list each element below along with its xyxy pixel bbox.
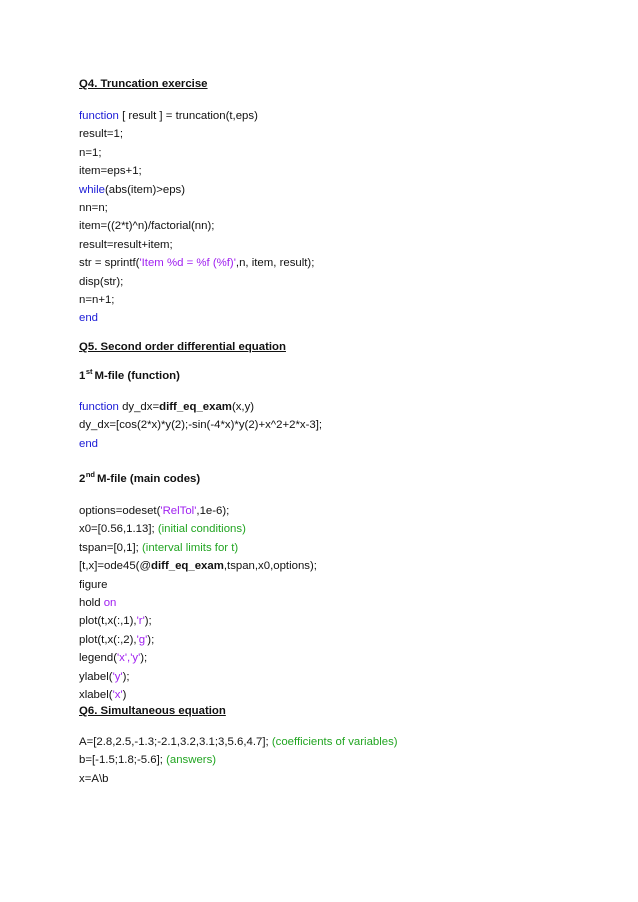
mfile1-label: M-file (function)	[94, 370, 180, 382]
code-string: 'r'	[136, 615, 145, 628]
code-comment: (initial conditions)	[157, 523, 246, 536]
code-comment: (answers)	[166, 754, 217, 767]
q5-mfile1-heading	[79, 367, 180, 382]
code-text: x0=[0.56,1.13];	[79, 523, 158, 536]
mfile2-number: 2	[79, 473, 86, 485]
q4-code-block	[79, 107, 314, 328]
code-text: x=A\b	[79, 772, 109, 785]
code-text: plot(t,x(:,2),	[79, 633, 137, 646]
code-text: xlabel(	[79, 688, 113, 701]
code-text: );	[147, 633, 155, 646]
code-string: 'Item %d = %f (%f)'	[139, 257, 236, 270]
code-text: options=odeset(	[79, 505, 161, 517]
code-comment: (coefficients of variables)	[271, 736, 398, 748]
code-string: 'g'	[136, 633, 148, 646]
code-text: (x,y)	[231, 401, 255, 413]
code-line	[79, 273, 314, 291]
q5-heading: Q5. Second order differential equation	[79, 341, 286, 353]
q5-mfile1-code-block	[79, 398, 322, 453]
code-text: ,1e-6);	[196, 505, 230, 517]
code-line	[79, 520, 317, 538]
code-line	[79, 309, 314, 327]
code-text: A=[2.8,2.5,-1.3;-2.1,3.2,3.1;3,5.6,4.7];	[79, 736, 272, 748]
code-line	[79, 416, 322, 434]
q6-heading: Q6. Simultaneous equation	[79, 705, 226, 717]
code-keyword: while	[79, 183, 105, 196]
code-line	[79, 236, 314, 254]
code-line	[79, 502, 317, 520]
code-line	[79, 254, 314, 272]
code-line	[79, 649, 317, 667]
code-text: disp(str);	[79, 275, 124, 288]
code-line	[79, 217, 314, 235]
code-text: b=[-1.5;1.8;-5.6];	[79, 754, 167, 767]
mfile2-label: M-file (main codes)	[97, 473, 201, 485]
code-comment: (interval limits for t)	[142, 541, 239, 554]
code-text: item=eps+1;	[79, 165, 142, 178]
code-line	[79, 144, 314, 162]
code-line	[79, 751, 398, 769]
code-string: 'y'	[112, 670, 123, 683]
code-line	[79, 398, 322, 416]
q6-code-block	[79, 733, 398, 788]
code-text: result=1;	[79, 128, 124, 141]
code-text: dy_dx=	[118, 401, 160, 413]
code-text: tspan=[0,1];	[79, 541, 143, 554]
code-text: ylabel(	[79, 670, 113, 683]
code-line	[79, 557, 317, 575]
code-bold-name: diff_eq_exam	[159, 401, 232, 413]
code-text: hold	[79, 596, 104, 609]
code-text: str = sprintf(	[79, 257, 140, 270]
code-line	[79, 125, 314, 143]
code-line	[79, 631, 317, 649]
code-text: );	[140, 652, 148, 665]
code-string: 'x','y'	[117, 652, 141, 665]
code-text: result=result+item;	[79, 238, 173, 251]
code-line	[79, 686, 317, 704]
code-text: );	[122, 670, 130, 683]
code-line	[79, 576, 317, 594]
q4-heading: Q4. Truncation exercise	[79, 78, 208, 90]
code-text: )	[122, 688, 127, 701]
code-text: );	[144, 615, 152, 628]
code-text: plot(t,x(:,1),	[79, 615, 137, 628]
code-line	[79, 733, 398, 751]
code-line	[79, 107, 314, 125]
code-text: ,tspan,x0,options);	[223, 560, 317, 573]
code-text: figure	[79, 578, 108, 591]
code-line	[79, 199, 314, 217]
code-text: ,n, item, result);	[235, 257, 315, 270]
mfile2-ordinal: nd	[85, 470, 96, 479]
code-line	[79, 181, 314, 199]
code-line	[79, 539, 317, 557]
code-text: legend(	[79, 652, 117, 665]
mfile1-ordinal: st	[85, 367, 93, 376]
code-keyword: end	[79, 312, 99, 325]
code-line	[79, 162, 314, 180]
q5-mfile2-code-block	[79, 502, 317, 704]
code-text: (abs(item)>eps)	[104, 183, 186, 196]
code-keyword: function	[79, 401, 119, 413]
code-bold-name: diff_eq_exam	[151, 560, 224, 573]
code-line	[79, 435, 322, 453]
code-text: item=((2*t)^n)/factorial(nn);	[79, 220, 215, 233]
q5-mfile2-heading	[79, 470, 201, 485]
code-text: n=n+1;	[79, 293, 115, 306]
code-line	[79, 612, 317, 630]
code-string: on	[103, 596, 117, 609]
code-text: [ result ] = truncation(t,eps)	[118, 110, 258, 122]
code-string: 'RelTol'	[160, 505, 197, 517]
code-keyword: end	[79, 437, 99, 450]
code-text: nn=n;	[79, 201, 108, 214]
code-text: [t,x]=ode45(@	[79, 560, 152, 573]
code-text: dy_dx=[cos(2*x)*y(2);-sin(-4*x)*y(2)+x^2+2*x-3];	[79, 419, 323, 432]
code-text: n=1;	[79, 146, 102, 159]
code-line	[79, 668, 317, 686]
code-keyword: function	[79, 110, 119, 122]
code-string: 'x'	[112, 688, 123, 701]
code-line	[79, 291, 314, 309]
code-line	[79, 594, 317, 612]
code-line	[79, 770, 398, 788]
mfile1-number: 1	[79, 370, 86, 382]
